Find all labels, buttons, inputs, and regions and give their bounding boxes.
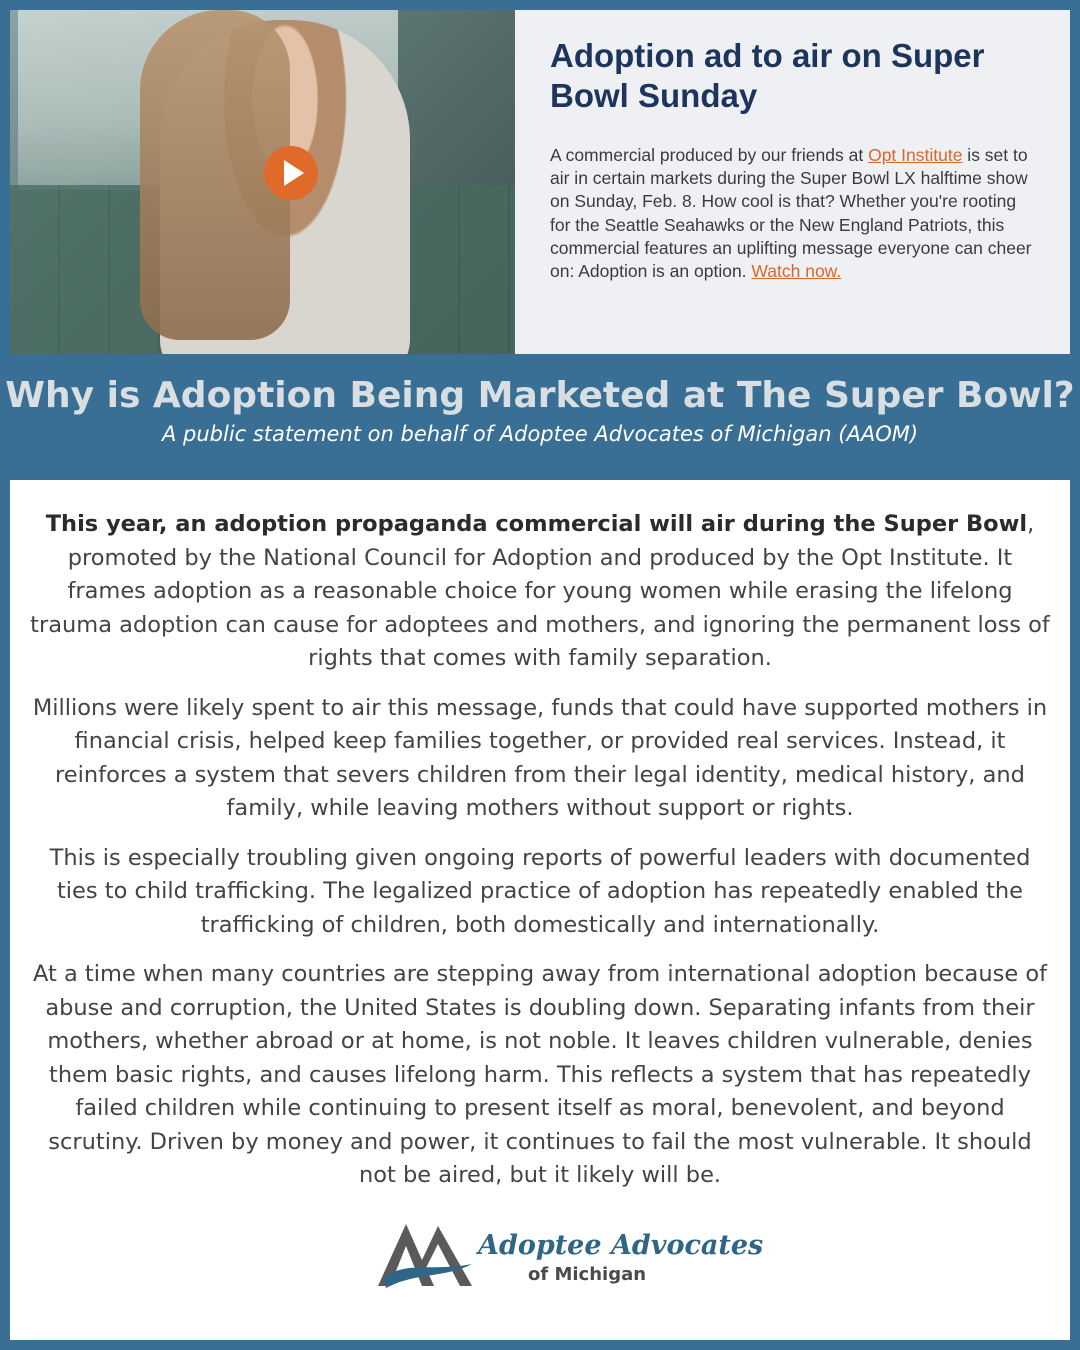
- logo-name: Adoptee Advocates: [478, 1230, 764, 1261]
- play-icon[interactable]: [264, 146, 318, 200]
- statement-p1-rest: , promoted by the National Council for Adoption and produced by the Opt Institute. It frames adoption as a reasonable choice for young women while erasing the lifelong trauma adoption can cause for adoptees and mothers, and ignoring the permanent loss of rights that comes with family separation.: [30, 511, 1050, 671]
- article-text-1: A commercial produced by our friends at: [550, 145, 869, 165]
- statement-paragraph-4: At a time when many countries are stepping away from international adoption because of abuse and corruption, the United States is doubling down. Separating infants from their mothers, whether abroad or at home, is not noble. It leaves children vulnerable, denies them basic rights, and causes lifelong harm. This reflects a system that has repeatedly failed children while continuing to present itself as moral, benevolent, and beyond scrutiny. Driven by money and power, it continues to fail the most vulnerable. It should not be aired, but it likely will be.: [32, 961, 1048, 1188]
- article-text-2: is set to air in certain markets during the Super Bowl LX halftime show on Sunday, Feb. 8. How cool is that? Whether you're rooting for the Seattle Seahawks or the New England Patriots, this commercial features an uplifting message everyone can cheer on: Adoption is an option.: [550, 145, 1032, 282]
- video-thumbnail[interactable]: [10, 10, 515, 354]
- article-preview: [10, 10, 1070, 354]
- page-subtitle: A public statement on behalf of Adoptee Advocates of Michigan (AAOM): [161, 422, 919, 446]
- statement-paragraph-3: This is especially troubling given ongoing reports of powerful leaders with documented ties to child trafficking. The legalized practice of adoption has repeatedly enabled the trafficking of children, both domestically and internationally.: [49, 844, 1031, 938]
- aa-mountain-logo-icon: [376, 1220, 486, 1290]
- article-title: Adoption ad to air on Super Bowl Sunday: [550, 37, 985, 114]
- watch-now-link[interactable]: Watch now.: [751, 261, 842, 282]
- headline-band: [0, 354, 1080, 480]
- opt-institute-link[interactable]: Opt Institute: [868, 145, 963, 165]
- logo-subname: of Michigan: [528, 1264, 647, 1285]
- statement-panel: [10, 480, 1070, 1340]
- article-body: [550, 144, 1038, 283]
- page-title: Why is Adoption Being Marketed at The Super Bowl?: [5, 375, 1075, 416]
- statement-paragraph-1: [30, 508, 1050, 676]
- article-card: [515, 10, 1070, 354]
- aaom-logo: [376, 1220, 764, 1290]
- statement-bold-lead: This year, an adoption propaganda commercial will air during the Super Bowl: [45, 511, 1028, 537]
- statement-paragraph-2: Millions were likely spent to air this message, funds that could have supported mothers in financial crisis, helped keep families together, or provided real services. Instead, it reinforces a system that severs children from their legal identity, medical history, and family, while leaving mothers without support or rights.: [32, 694, 1048, 821]
